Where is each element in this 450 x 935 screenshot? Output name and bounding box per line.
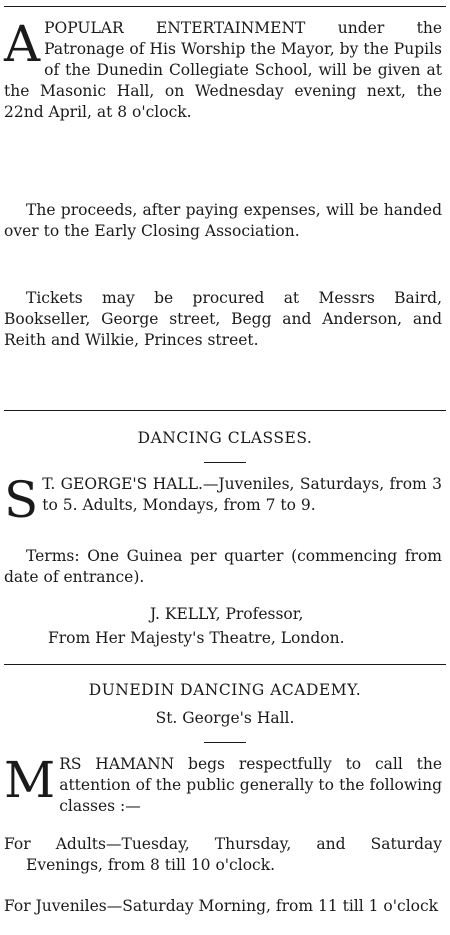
entertainment-paragraph-2: The proceeds, after paying expenses, will be handed over to the Early Closing Association. xyxy=(4,201,442,240)
terms-paragraph: Terms: One Guinea per quarter (commencing from date of entrance). xyxy=(4,547,442,586)
signature-name: J. KELLY, Professor, xyxy=(150,605,304,623)
st-georges-hall-notice xyxy=(4,471,442,529)
divider-rule-1 xyxy=(4,410,446,411)
adults-classes: For Adults—Tuesday, Thursday, and Saturday Evenings, from 8 till 10 o'clock. xyxy=(4,835,442,874)
dropcap-a: A xyxy=(4,15,41,73)
academy-subheading: St. George's Hall. xyxy=(155,709,295,727)
heading-dash-2 xyxy=(204,742,246,743)
signature-affiliation: From Her Majesty's Theatre, London. xyxy=(48,629,345,647)
hamann-notice xyxy=(4,751,442,817)
dropcap-s: S xyxy=(4,471,39,529)
dropcap-m: M xyxy=(4,751,56,809)
divider-rule-2 xyxy=(4,664,446,665)
academy-heading: DUNEDIN DANCING ACADEMY. xyxy=(88,681,362,699)
dancing-classes-heading: DANCING CLASSES. xyxy=(137,429,313,447)
top-rule xyxy=(4,6,446,7)
entertainment-paragraph-3: Tickets may be procured at Messrs Baird, Bookseller, George street, Begg and Anderson, and Reith and Wilkie, Princes street. xyxy=(4,289,442,349)
heading-dash-1 xyxy=(204,462,246,463)
st-georges-paragraph-1: T. GEORGE'S HALL.—Juveniles, Saturdays, from 3 to 5. Adults, Mondays, from 7 to 9. xyxy=(42,475,442,514)
hamann-paragraph-1: RS HAMANN begs respectfully to call the attention of the public generally to the following classes :— xyxy=(59,755,442,815)
entertainment-paragraph-1: POPULAR ENTERTAINMENT under the Patronage of His Worship the Mayor, by the Pupils of the Dunedin Collegiate School, will be given at the Masonic Hall, on Wednesday evening next, the 22nd April, at 8 o'clock. xyxy=(4,19,442,121)
juveniles-classes: For Juveniles—Saturday Morning, from 11 till 1 o'clock xyxy=(4,897,439,915)
entertainment-notice xyxy=(4,15,442,123)
